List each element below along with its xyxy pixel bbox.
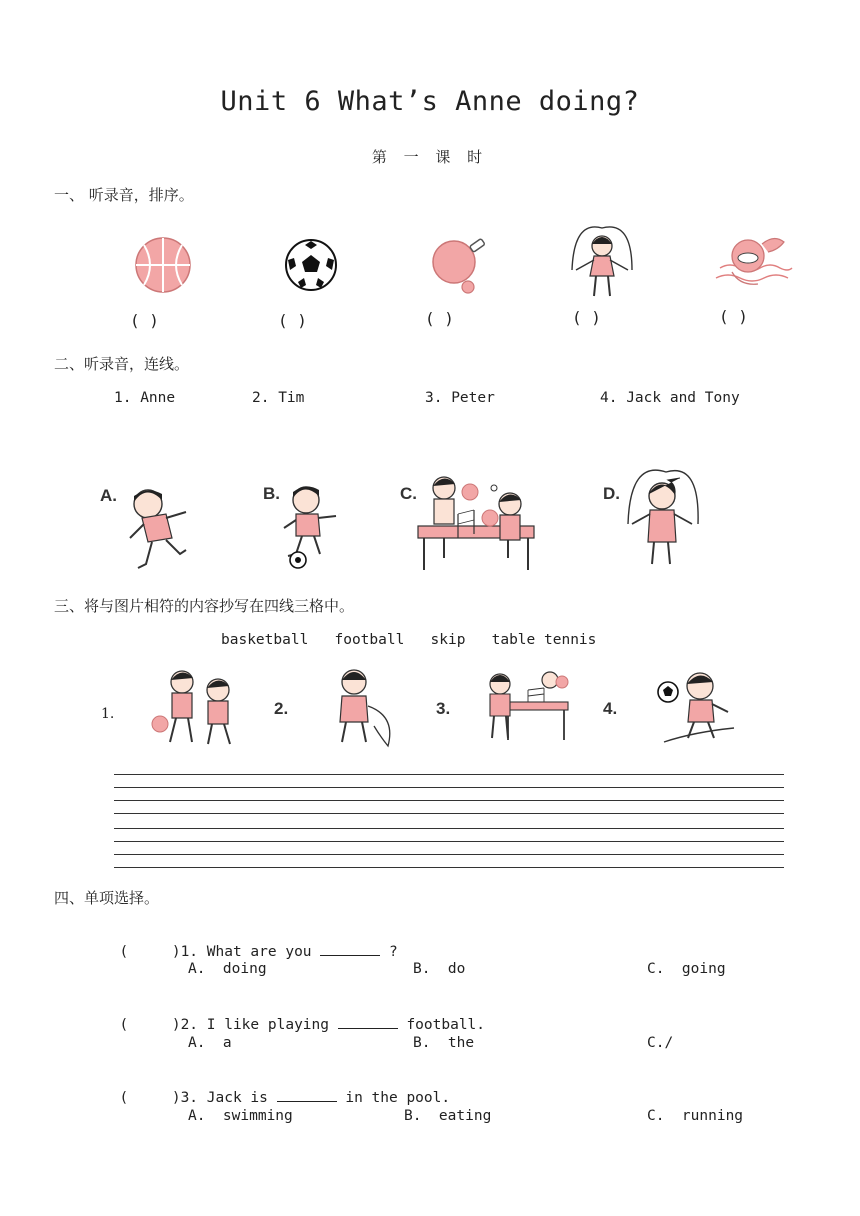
question-text-end: ?	[380, 944, 398, 960]
q1-option-a[interactable]: A. doing	[188, 961, 267, 977]
swimmer-icon	[710, 228, 794, 298]
section2-heading: 二、听录音，连线。	[54, 355, 190, 373]
pic-label-b: B.	[263, 484, 280, 503]
girl-skipping-icon	[620, 466, 704, 572]
order-paren-4[interactable]: ( )	[572, 308, 601, 327]
q3-option-c[interactable]: C. running	[647, 1108, 744, 1124]
question-text: 3. Jack is	[180, 1090, 277, 1106]
answer-paren[interactable]: ( )	[119, 1090, 181, 1106]
girl-with-rope-icon	[328, 666, 400, 750]
order-paren-1[interactable]: ( )	[130, 311, 159, 330]
q2-option-a[interactable]: A. a	[188, 1035, 232, 1051]
lesson-subtitle: 第 一 课 时	[371, 148, 489, 166]
girl-skipping-rope-icon	[566, 224, 638, 304]
question-1	[102, 925, 398, 960]
pic-number-3: 3.	[436, 699, 451, 718]
q1-option-b[interactable]: B. do	[413, 961, 466, 977]
section3-heading: 三、将与图片相符的内容抄写在四线三格中。	[54, 597, 355, 615]
question-text-end: football.	[397, 1017, 486, 1033]
question-text-end: in the pool.	[336, 1090, 451, 1106]
section4-heading: 四、单项选择。	[54, 889, 160, 907]
name-jack-tony: 4. Jack and Tony	[600, 390, 740, 406]
pic-number-1: 1.	[101, 706, 115, 722]
q2-option-c[interactable]: C./	[647, 1035, 674, 1051]
name-peter: 3. Peter	[425, 390, 495, 406]
boy-with-football-icon	[654, 668, 738, 748]
answer-paren[interactable]: ( )	[119, 1017, 181, 1033]
order-paren-2[interactable]: ( )	[278, 311, 307, 330]
pic-label-d: D.	[603, 484, 620, 503]
answer-paren[interactable]: ( )	[119, 944, 181, 960]
question-text: 1. What are you	[180, 944, 321, 960]
boy-kicking-ball-icon	[276, 482, 342, 572]
question-text: 2. I like playing	[180, 1017, 338, 1033]
question-3	[102, 1071, 450, 1106]
order-paren-5[interactable]: ( )	[719, 307, 748, 326]
q3-option-b[interactable]: B. eating	[404, 1108, 492, 1124]
ping-pong-players-icon	[484, 670, 570, 744]
soccer-ball-icon	[284, 238, 338, 292]
q1-option-c[interactable]: C. going	[647, 961, 726, 977]
name-anne: 1. Anne	[114, 390, 176, 406]
pic-number-2: 2.	[274, 699, 289, 718]
basketball-icon	[134, 236, 192, 294]
answer-blank	[320, 941, 380, 956]
basketball-players-icon	[148, 668, 244, 748]
q2-option-b[interactable]: B. the	[413, 1035, 475, 1051]
pic-label-c: C.	[400, 484, 417, 503]
answer-blank	[338, 1014, 398, 1029]
q3-option-a[interactable]: A. swimming	[188, 1108, 293, 1124]
pic-number-4: 4.	[603, 699, 618, 718]
order-paren-3[interactable]: ( )	[425, 309, 454, 328]
word-bank: basketball football skip table tennis	[221, 632, 597, 648]
page-title: Unit 6 What’s Anne doing?	[220, 86, 640, 117]
writing-lines[interactable]	[114, 774, 784, 870]
answer-blank	[277, 1087, 337, 1102]
section1-heading: 一、 听录音，排序。	[54, 186, 194, 204]
name-tim: 2. Tim	[252, 390, 305, 406]
boy-running-icon	[122, 484, 196, 572]
question-2	[102, 998, 485, 1033]
pic-label-a: A.	[100, 486, 117, 505]
table-tennis-players-icon	[414, 474, 538, 576]
ping-pong-paddle-icon	[430, 236, 490, 296]
